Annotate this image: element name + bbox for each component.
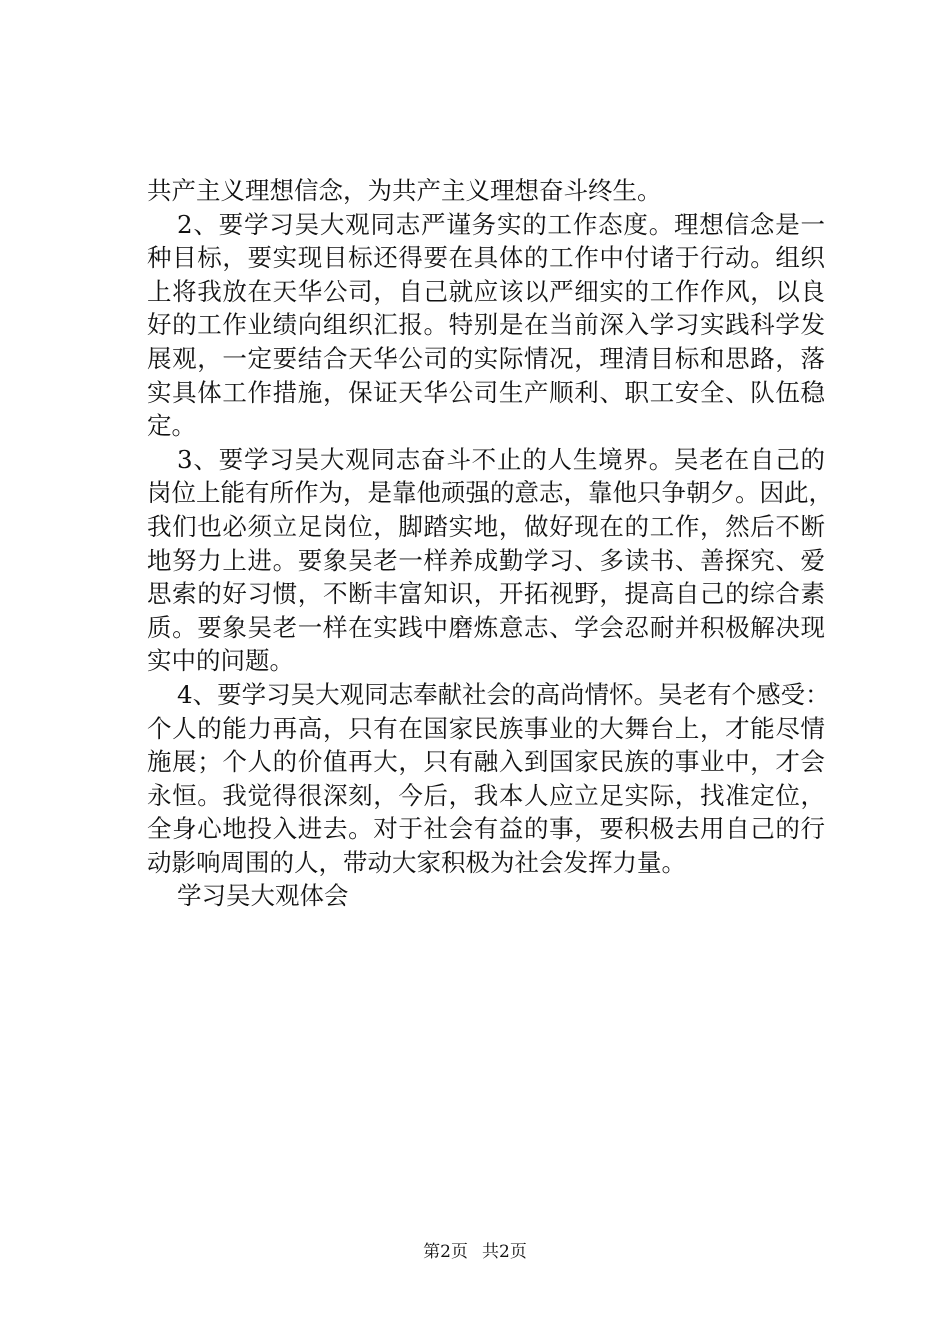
body-line: 我们也必须立足岗位，脚踏实地，做好现在的工作，然后不断 <box>147 511 825 541</box>
body-line: 3、要学习吴大观同志奋斗不止的人生境界。吴老在自己的 <box>177 444 825 474</box>
body-line: 岗位上能有所作为，是靠他顽强的意志，靠他只争朝夕。因此， <box>147 478 833 508</box>
body-line: 种目标，要实现目标还得要在具体的工作中付诸于行动。组织 <box>147 243 825 273</box>
body-line: 实中的问题。 <box>147 646 294 676</box>
body-line: 2、要学习吴大观同志严谨务实的工作态度。理想信念是一 <box>177 209 825 239</box>
body-line: 共产主义理想信念，为共产主义理想奋斗终生。 <box>147 176 662 205</box>
body-line: 实具体工作措施，保证天华公司生产顺利、职工安全、队伍稳 <box>147 377 825 407</box>
body-line: 思索的好习惯，不断丰富知识，开拓视野，提高自己的综合素 <box>147 579 825 609</box>
page-number: 第2页 <box>423 1242 468 1262</box>
body-line: 上将我放在天华公司，自己就应该以严细实的工作作风，以良 <box>147 276 825 306</box>
body-line: 个人的能力再高，只有在国家民族事业的大舞台上，才能尽情 <box>147 713 825 743</box>
body-line: 全身心地投入进去。对于社会有益的事，要积极去用自己的行 <box>147 814 825 844</box>
body-line: 4、要学习吴大观同志奉献社会的高尚情怀。吴老有个感受： <box>177 679 830 709</box>
page-footer <box>0 1240 950 1264</box>
page-total: 共2页 <box>482 1242 527 1262</box>
body-line: 施展；个人的价值再大，只有融入到国家民族的事业中，才会 <box>147 747 825 777</box>
body-line: 学习吴大观体会 <box>177 881 349 911</box>
body-line: 质。要象吴老一样在实践中磨炼意志、学会忍耐并积极解决现 <box>147 612 825 642</box>
document-body <box>147 174 833 913</box>
body-line: 好的工作业绩向组织汇报。特别是在当前深入学习实践科学发 <box>147 310 825 340</box>
body-line: 定。 <box>147 411 196 441</box>
body-line: 地努力上进。要象吴老一样养成勤学习、多读书、善探究、爱 <box>147 545 825 575</box>
body-line: 展观，一定要结合天华公司的实际情况，理清目标和思路，落 <box>147 343 825 373</box>
body-line: 永恒。我觉得很深刻，今后，我本人应立足实际，找准定位， <box>147 780 825 810</box>
body-line: 动影响周围的人，带动大家积极为社会发挥力量。 <box>147 847 686 877</box>
